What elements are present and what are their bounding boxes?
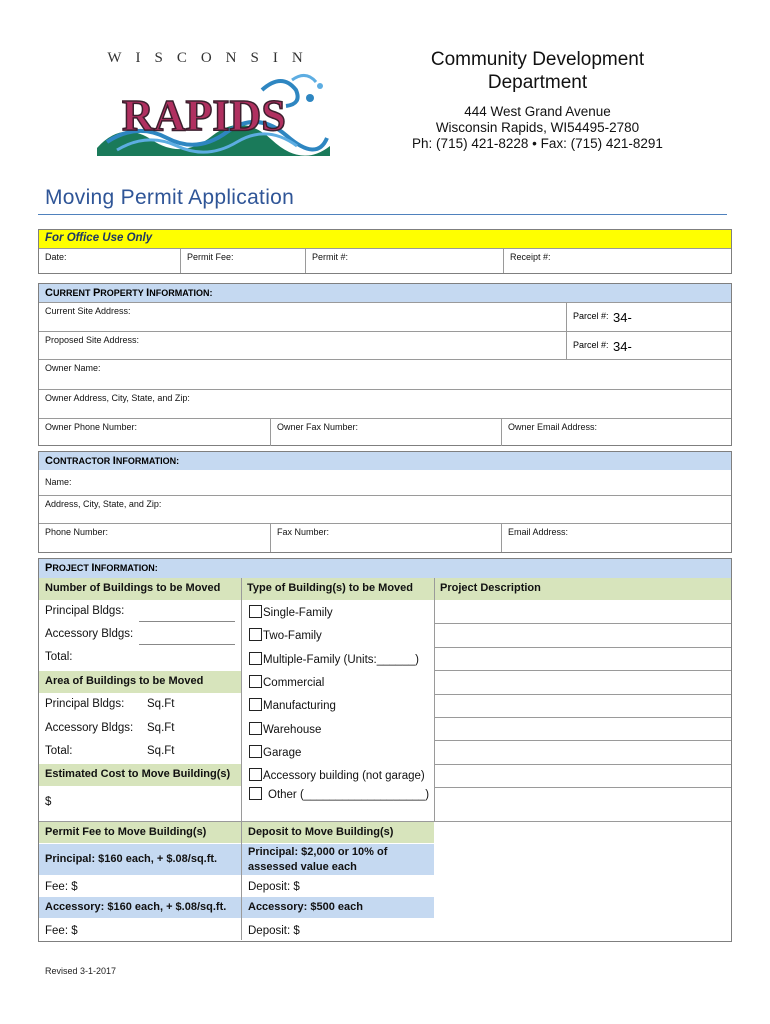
office-use-header: For Office Use Only (39, 230, 731, 248)
project-description-header: Project Description (434, 578, 731, 600)
current-property-section (38, 283, 732, 446)
type-other[interactable]: Other (___________________) (249, 787, 429, 801)
proposed-parcel-field[interactable] (566, 332, 731, 359)
contractor-phone-label: Phone Number: (45, 527, 109, 537)
owner-email-field[interactable] (501, 419, 731, 446)
department-address2: Wisconsin Rapids, WI54495-2780 (435, 120, 640, 135)
total-bldgs-label: Total: (45, 651, 73, 663)
single-family-checkbox[interactable] (249, 605, 262, 618)
current-site-address-field[interactable] (39, 303, 564, 331)
area-header: Area of Buildings to be Moved (39, 671, 241, 693)
department-title-line1: Community Development (430, 49, 645, 70)
fee-accessory-field[interactable]: Fee: $ (45, 925, 78, 937)
type-warehouse[interactable]: Warehouse (249, 722, 321, 736)
type-multiple-family[interactable]: Multiple-Family (Units:______) (249, 652, 419, 666)
current-site-address-label: Current Site Address: (45, 306, 131, 316)
office-permit-number-field[interactable] (305, 249, 503, 273)
deposit-accessory-label: Accessory: $500 each (242, 897, 434, 918)
project-section (38, 558, 732, 942)
deposit-principal-field[interactable]: Deposit: $ (248, 881, 300, 893)
department-phone: Ph: (715) 421-8228 • Fax: (715) 421-8291 (412, 136, 663, 151)
area-accessory-label: Accessory Bldgs: (45, 722, 134, 734)
deposit-principal-label: Principal: $2,000 or 10% of assessed value each (242, 844, 434, 875)
contractor-address-field[interactable] (39, 496, 731, 523)
cost-header: Estimated Cost to Move Building(s) (39, 764, 241, 786)
department-info (395, 48, 680, 152)
contractor-section (38, 451, 732, 553)
office-permit-fee-field[interactable] (180, 249, 305, 273)
owner-name-field[interactable] (39, 360, 731, 389)
accessory-building-checkbox[interactable] (249, 768, 262, 781)
principal-bldgs-label: Principal Bldgs: (45, 605, 125, 617)
contractor-fax-label: Fax Number: (277, 527, 330, 537)
warehouse-checkbox[interactable] (249, 722, 262, 735)
current-parcel-field[interactable] (566, 303, 731, 331)
fee-principal-label: Principal: $160 each, + $.08/sq.ft. (39, 844, 241, 875)
accessory-bldgs-label: Accessory Bldgs: (45, 628, 134, 640)
deposit-accessory-field[interactable]: Deposit: $ (248, 925, 300, 937)
city-logo (92, 50, 332, 160)
revision-date: Revised 3-1-2017 (45, 966, 117, 976)
owner-phone-field[interactable] (39, 419, 270, 446)
form-title: Moving Permit Application (45, 186, 295, 209)
garage-checkbox[interactable] (249, 745, 262, 758)
owner-phone-label: Owner Phone Number: (45, 422, 138, 432)
owner-address-label: Owner Address, City, State, and Zip: (45, 393, 190, 403)
contractor-header: CONTRACTOR INFORMATION: (39, 452, 731, 470)
office-date-field[interactable] (39, 249, 180, 273)
type-garage[interactable]: Garage (249, 745, 301, 759)
owner-fax-label: Owner Fax Number: (277, 422, 359, 432)
contractor-address-label: Address, City, State, and Zip: (45, 499, 162, 509)
area-principal-sqft: Sq.Ft (147, 698, 175, 710)
other-checkbox[interactable] (249, 787, 262, 800)
type-accessory-building[interactable]: Accessory building (not garage) (249, 768, 425, 782)
cost-dollar-field[interactable]: $ (45, 796, 52, 808)
area-principal-label: Principal Bldgs: (45, 698, 125, 710)
owner-email-label: Owner Email Address: (508, 422, 598, 432)
contractor-email-field[interactable] (501, 524, 731, 552)
contractor-phone-field[interactable] (39, 524, 270, 552)
contractor-email-label: Email Address: (508, 527, 569, 537)
office-receipt-label: Receipt #: (510, 252, 551, 262)
accessory-bldgs-line[interactable] (139, 644, 235, 645)
office-receipt-field[interactable] (503, 249, 731, 273)
owner-fax-field[interactable] (270, 419, 501, 446)
area-total-label: Total: (45, 745, 73, 757)
proposed-site-address-field[interactable] (39, 332, 564, 359)
svg-text:RAPIDS: RAPIDS (122, 91, 286, 140)
permit-fee-header: Permit Fee to Move Building(s) (39, 822, 241, 843)
office-use-section (38, 229, 732, 274)
contractor-fax-field[interactable] (270, 524, 501, 552)
two-family-checkbox[interactable] (249, 628, 262, 641)
area-accessory-sqft: Sq.Ft (147, 722, 175, 734)
title-divider (38, 214, 727, 215)
type-manufacturing[interactable]: Manufacturing (249, 698, 336, 712)
fee-principal-field[interactable]: Fee: $ (45, 881, 78, 893)
type-single-family[interactable]: Single-Family (249, 605, 333, 619)
project-description-area[interactable] (435, 601, 731, 817)
project-header: PROJECT INFORMATION: (39, 559, 731, 578)
proposed-parcel-value: 34- (613, 339, 632, 354)
office-permit-fee-label: Permit Fee: (187, 252, 234, 262)
principal-bldgs-line[interactable] (139, 621, 235, 622)
buildings-count-header: Number of Buildings to be Moved (39, 578, 241, 600)
office-date-label: Date: (45, 252, 67, 262)
owner-address-field[interactable] (39, 390, 731, 418)
current-parcel-label: Parcel #: (573, 311, 609, 321)
proposed-site-address-label: Proposed Site Address: (45, 335, 140, 345)
building-type-header: Type of Building(s) to be Moved (241, 578, 434, 600)
current-parcel-value: 34- (613, 310, 632, 325)
contractor-name-field[interactable] (39, 470, 731, 495)
manufacturing-checkbox[interactable] (249, 698, 262, 711)
rapids-logo-graphic (92, 50, 332, 160)
deposit-header: Deposit to Move Building(s) (242, 822, 434, 843)
contractor-name-label: Name: (45, 477, 72, 487)
fee-accessory-label: Accessory: $160 each, + $.08/sq.ft. (39, 897, 241, 918)
proposed-parcel-label: Parcel #: (573, 340, 609, 350)
office-permit-number-label: Permit #: (312, 252, 349, 262)
logo-wisconsin-text: WISCONSIN (107, 50, 317, 66)
owner-name-label: Owner Name: (45, 363, 101, 373)
department-title-line2: Department (487, 72, 588, 93)
commercial-checkbox[interactable] (249, 675, 262, 688)
multiple-family-checkbox[interactable] (249, 652, 262, 665)
area-total-sqft: Sq.Ft (147, 745, 175, 757)
type-two-family[interactable]: Two-Family (249, 628, 322, 642)
department-address1: 444 West Grand Avenue (464, 104, 611, 119)
current-property-header: CURRENT PROPERTY INFORMATION: (39, 284, 731, 302)
type-commercial[interactable]: Commercial (249, 675, 324, 689)
